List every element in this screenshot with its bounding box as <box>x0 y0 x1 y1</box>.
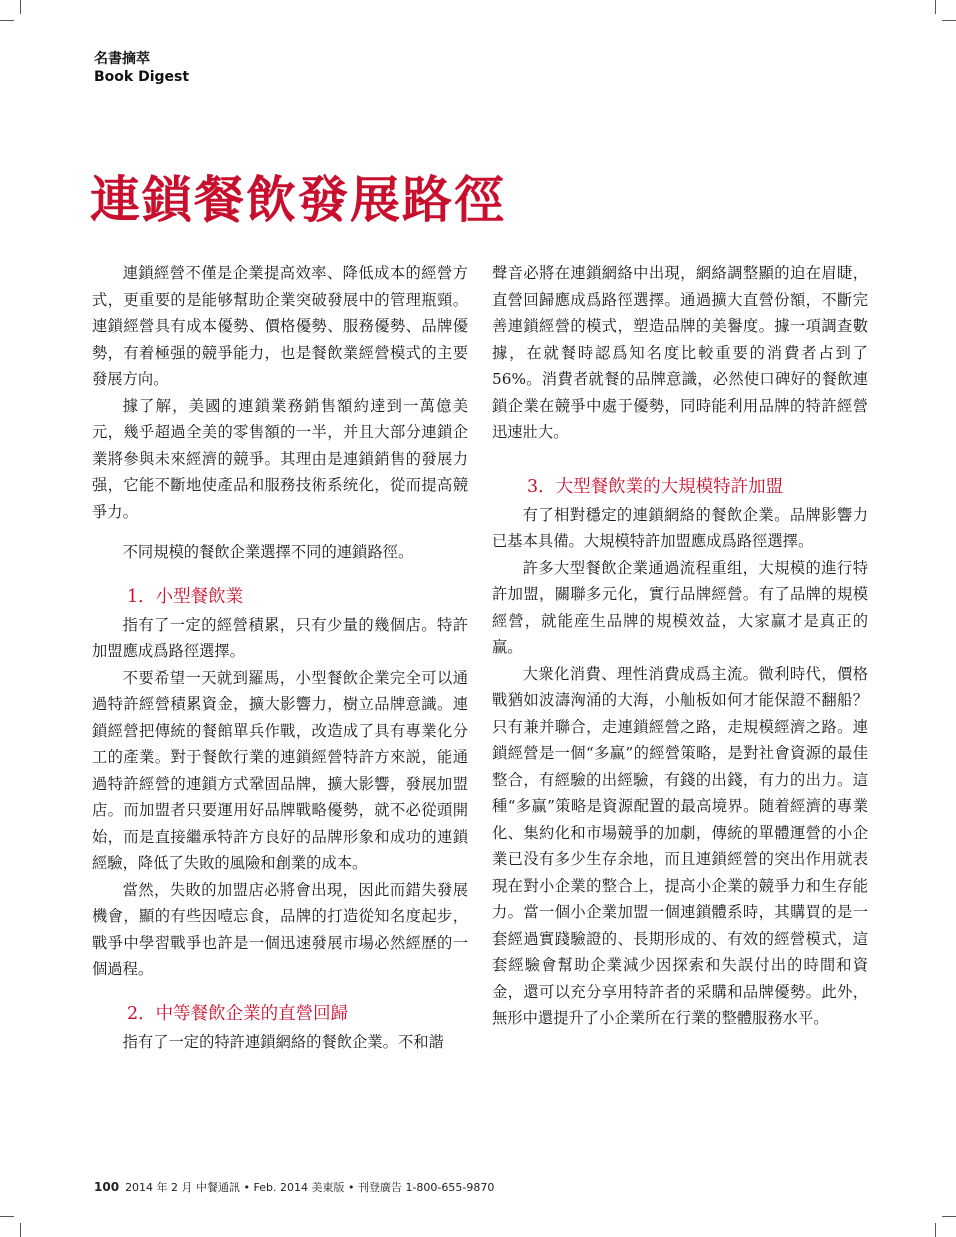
crop-mark <box>0 20 14 21</box>
crop-mark <box>20 1223 21 1237</box>
page-footer <box>94 1180 494 1195</box>
section-label-zh: 名書摘萃 <box>94 51 150 67</box>
crop-mark <box>935 1223 936 1237</box>
article-title: 連鎖餐飲發展路徑 <box>90 170 506 229</box>
section-header <box>94 50 189 86</box>
paragraph: 指有了一定的特許連鎖網絡的餐飲企業。不和諧 <box>122 1032 444 1051</box>
left-column <box>92 260 468 1055</box>
section-label-en: Book Digest <box>94 69 190 85</box>
section-heading: 3．大型餐飲業的大規模特許加盟 <box>527 476 784 497</box>
paragraph: 聲音必將在連鎖網絡中出現，網絡調整顯的迫在眉睫，直營回歸應成爲路徑選擇。通過擴大直營份額，不斷完善連鎖經營的模式，塑造品牌的美譽度。據一項調查數據，在就餐時認爲知名度比較重要的消費者占到了56%。消費者就餐的品牌意識，必然使口碑好的餐飲連鎖企業在競爭中處于優勢，同時能利用品牌的特許經營迅速壯大。 <box>492 264 868 441</box>
paragraph: 大衆化消費、理性消費成爲主流。微利時代，價格戰猶如波濤洶涌的大海，小舢板如何才能保證不翻船？只有兼并聯合，走連鎖經營之路，走規模經濟之路。連鎖經營是一個“多赢”的經營策略，是對社會資源的最佳整合，有經驗的出經驗，有錢的出錢，有力的出力。這種“多赢”策略是資源配置的最高境界。随着經濟的專業化、集約化和市場競爭的加劇，傳統的單體運營的小企業已没有多少生存余地，而且連鎖經營的突出作用就表現在對小企業的整合上，提高小企業的競爭力和生存能力。當一個小企業加盟一個連鎖體系時，其購買的是一套經過實踐驗證的、長期形成的、有效的經營模式，這套經驗會幫助企業減少因探索和失誤付出的時間和資金，還可以充分享用特許者的采購和品牌優勢。此外，無形中還提升了小企業所在行業的整體服務水平。 <box>492 664 868 1027</box>
paragraph: 據了解，美國的連鎖業務銷售額約達到一萬億美元，幾乎超過全美的零售額的一半，并且大部分連鎖企業將參與未來經濟的競爭。其理由是連鎖銷售的發展力强，它能不斷地使產品和服務技術系统化，從而提高競爭力。 <box>92 396 468 521</box>
crop-mark <box>942 1216 956 1217</box>
issue-info: 2014 年 2 月 中餐通訊 • Feb. 2014 美東版 • 刊登廣告 1-800-655-9870 <box>125 1181 495 1194</box>
paragraph: 不要希望一天就到羅馬，小型餐飲企業完全可以通過特許經營積累資金，擴大影響力，樹立品牌意識。連鎖經營把傳統的餐館單兵作戰，改造成了具有專業化分工的產業。對于餐飲行業的連鎖經營特許方來説，能通過特許經營的連鎖方式鞏固品牌，擴大影響，發展加盟店。而加盟者只要運用好品牌戰略優勢，就不必從頭開始，而是直接繼承特許方良好的品牌形象和成功的連鎖經驗，降低了失敗的風險和創業的成本。 <box>92 668 468 872</box>
crop-mark <box>942 20 956 21</box>
page-number: 100 <box>94 1180 120 1194</box>
paragraph: 當然，失敗的加盟店必將會出現，因此而錯失發展機會，顯的有些因噎忘食，品牌的打造從知名度起步，戰爭中學習戰爭也許是一個迅速發展市場必然經歷的一個過程。 <box>92 880 468 978</box>
crop-mark <box>935 0 936 14</box>
paragraph: 不同規模的餐飲企業選擇不同的連鎖路徑。 <box>122 543 414 561</box>
paragraph: 有了相對穩定的連鎖網絡的餐飲企業。品牌影響力已基本具備。大規模特許加盟應成爲路徑選擇。 <box>492 505 868 550</box>
section-heading: 1．小型餐飲業 <box>127 586 244 607</box>
paragraph: 連鎖經營不僅是企業提高效率、降低成本的經營方式，更重要的是能够幫助企業突破發展中的管理瓶頸。連鎖經營具有成本優勢、價格優勢、服務優勢、品牌優勢，有着極强的競爭能力，也是餐飲業經營模式的主要發展方向。 <box>92 264 468 388</box>
crop-mark <box>20 0 21 14</box>
crop-mark <box>0 1216 14 1217</box>
section-heading: 2．中等餐飲企業的直營回歸 <box>127 1003 349 1024</box>
paragraph: 許多大型餐飲企業通過流程重组，大規模的進行特許加盟，關聯多元化，實行品牌經營。有了品牌的規模經營，就能産生品牌的規模效益，大家赢才是真正的赢。 <box>492 558 868 656</box>
right-column <box>492 260 868 1032</box>
paragraph: 指有了一定的經營積累，只有少量的幾個店。特許加盟應成爲路徑選擇。 <box>92 615 468 660</box>
